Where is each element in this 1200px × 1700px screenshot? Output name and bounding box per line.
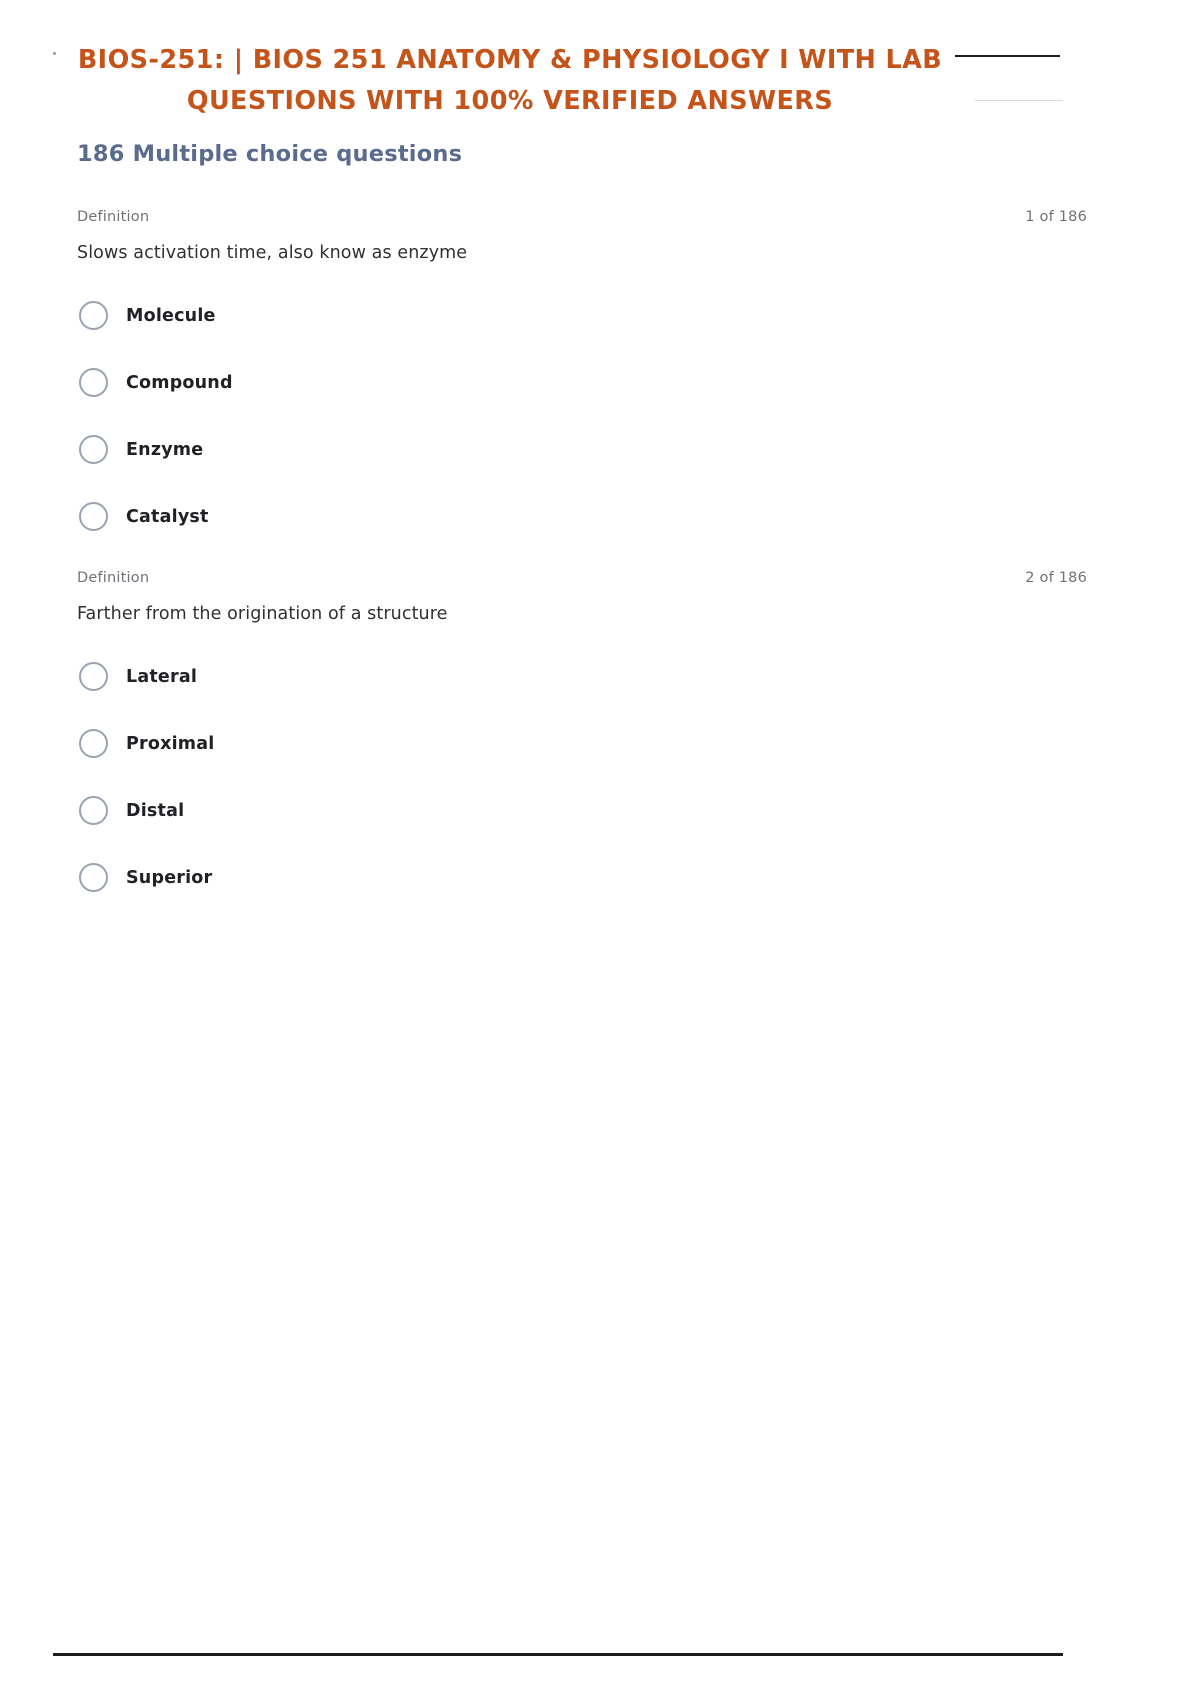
option-row[interactable] [77,416,1087,483]
option-list [77,643,1087,911]
option-row[interactable] [77,777,1087,844]
radio-button-icon[interactable] [79,729,108,758]
header-rule-bottom [975,100,1063,101]
option-row[interactable] [77,710,1087,777]
option-label: Compound [126,372,233,393]
option-row[interactable] [77,349,1087,416]
option-label: Lateral [126,666,198,687]
option-list [77,282,1087,550]
option-row[interactable] [77,844,1087,911]
option-label: Molecule [126,305,216,326]
question-block [77,570,1087,911]
question-header [77,570,1087,592]
radio-button-icon[interactable] [79,662,108,691]
option-row[interactable] [77,282,1087,349]
document-title: BIOS-251: | BIOS 251 ANATOMY & PHYSIOLOGY I WITH LAB QUESTIONS WITH 100% VERIFIED ANSWERS [77,45,943,116]
radio-button-icon[interactable] [79,368,108,397]
question-type-label: Definition [77,209,150,225]
radio-button-icon[interactable] [79,502,108,531]
option-label: Catalyst [126,506,209,527]
header-rule-top [955,55,1060,57]
option-label: Superior [126,867,213,888]
question-counter: 2 of 186 [1025,570,1087,586]
option-row[interactable] [77,643,1087,710]
question-prompt: Farther from the origination of a structure [77,604,448,624]
option-label: Enzyme [126,439,204,460]
option-label: Proximal [126,733,215,754]
option-label: Distal [126,800,185,821]
question-type-label: Definition [77,570,150,586]
section-heading: 186 Multiple choice questions [77,141,463,167]
radio-button-icon[interactable] [79,435,108,464]
question-header [77,209,1087,231]
radio-button-icon[interactable] [79,796,108,825]
option-row[interactable] [77,483,1087,550]
footer-rule [53,1653,1063,1656]
question-prompt: Slows activation time, also know as enzyme [77,243,468,263]
radio-button-icon[interactable] [79,863,108,892]
radio-button-icon[interactable] [79,301,108,330]
corner-dot-mark [53,52,56,55]
question-block [77,209,1087,550]
question-counter: 1 of 186 [1025,209,1087,225]
